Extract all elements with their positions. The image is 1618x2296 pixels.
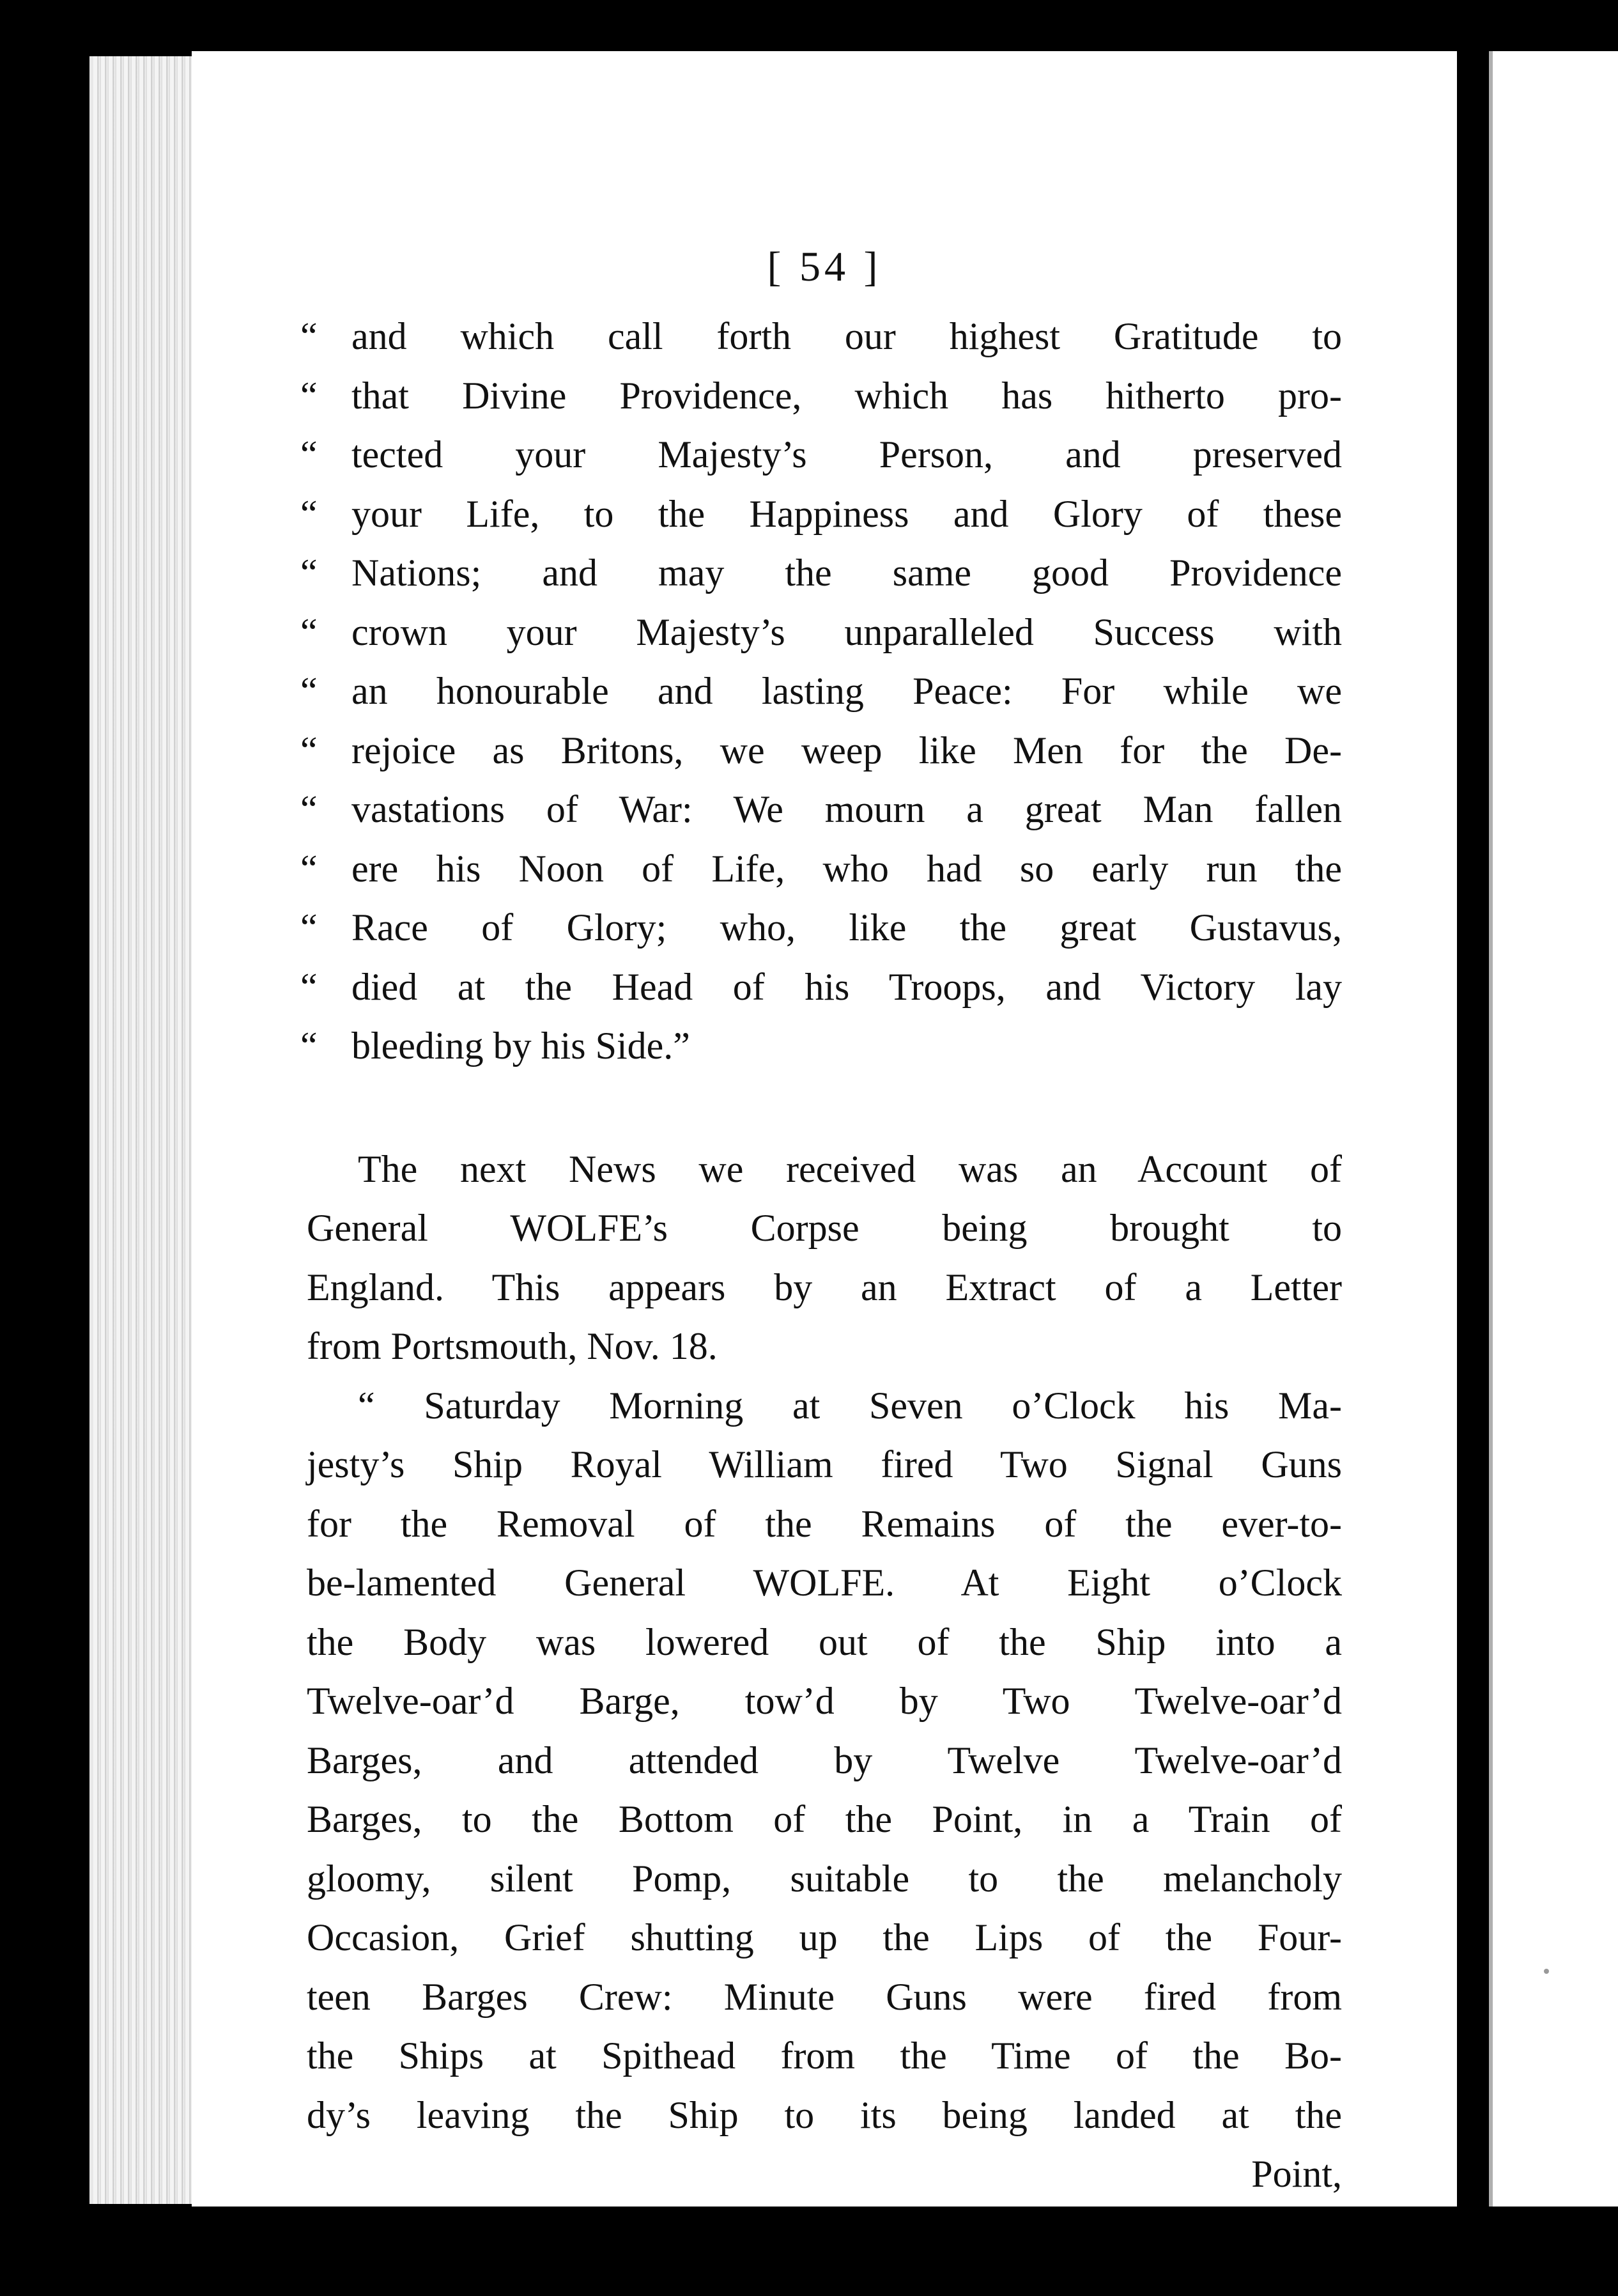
letter-line: Barges, to the Bottom of the Point, in a Train of (307, 1798, 1342, 1840)
quoted-line: “ died at the Head of his Troops, and Victory lay (307, 958, 1342, 1017)
quote-mark: “ (300, 492, 318, 535)
quote-mark: “ (300, 729, 318, 772)
quoted-line: “ rejoice as Britons, we weep like Men for the De- (307, 721, 1342, 780)
quote-mark: “ (300, 315, 318, 357)
paragraph-line: General WOLFE’s Corpse being brought to (307, 1207, 1342, 1249)
letter-line: the Ships at Spithead from the Time of the Bo- (307, 2035, 1342, 2077)
quoted-line: “ that Divine Providence, which has hitherto pro- (307, 366, 1342, 426)
quoted-line: “ tected your Majesty’s Person, and preserved (307, 425, 1342, 485)
letter-line: jesty’s Ship Royal William fired Two Signal Guns (307, 1443, 1342, 1485)
letter-line: “ Saturday Morning at Seven o’Clock his Ma- (358, 1384, 1342, 1427)
quote-mark: “ (300, 610, 318, 653)
ink-speck (1544, 1969, 1549, 1974)
paragraph-line: The next News we received was an Account of (358, 1147, 1342, 1190)
letter-line: dy’s leaving the Ship to its being landed at the (307, 2093, 1342, 2136)
letter-line: be-lamented General WOLFE. At Eight o’Clock (307, 1562, 1342, 1604)
quoted-line: “ Nations; and may the same good Providence (307, 543, 1342, 603)
quote-mark: “ (300, 670, 318, 712)
quote-mark: “ (300, 433, 318, 476)
quoted-line: “ crown your Majesty’s unparalleled Success with (307, 603, 1342, 662)
book-page (192, 51, 1457, 2207)
quote-mark: “ (300, 552, 318, 594)
letter-line: the Body was lowered out of the Ship into a (307, 1620, 1342, 1663)
facing-page-edge (1489, 51, 1618, 2207)
quote-mark: “ (300, 788, 318, 830)
quoted-line: “ Race of Glory; who, like the great Gustavus, (307, 898, 1342, 958)
quoted-line: “ and which call forth our highest Gratitude to (307, 307, 1342, 366)
letter-line: Barges, and attended by Twelve Twelve-oar’d (307, 1739, 1342, 1781)
paragraph-line: from Portsmouth, Nov. 18. (307, 1325, 718, 1367)
quoted-line: “ bleeding by his Side.” (307, 1016, 1342, 1076)
quote-mark: “ (300, 847, 318, 890)
letter-line: teen Barges Crew: Minute Guns were fired from (307, 1975, 1342, 2018)
quoted-line: “ ere his Noon of Life, who had so early run the (307, 839, 1342, 899)
page-number-header: [ 54 ] (767, 244, 882, 290)
letter-line: for the Removal of the Remains of the ever-to- (307, 1502, 1342, 1545)
quoted-line: “ vastations of War: We mourn a great Man fallen (307, 780, 1342, 839)
letter-line: Twelve-oar’d Barge, tow’d by Two Twelve-oar’d (307, 1680, 1342, 1722)
quote-mark: “ (300, 965, 318, 1008)
letter-line: gloomy, silent Pomp, suitable to the melancholy (307, 1857, 1342, 1900)
paragraph-gap (307, 1076, 1342, 1140)
paragraph-line: England. This appears by an Extract of a Letter (307, 1266, 1342, 1308)
book-page-edges (89, 56, 202, 2204)
quote-mark: “ (300, 374, 318, 417)
quoted-line: “ an honourable and lasting Peace: For while we (307, 662, 1342, 721)
quoted-line: “ your Life, to the Happiness and Glory of these (307, 485, 1342, 544)
text-block (300, 307, 1342, 2204)
catchword: Point, (1251, 2153, 1342, 2195)
letter-line: Occasion, Grief shutting up the Lips of the Four- (307, 1916, 1342, 1959)
quote-mark: “ (300, 1025, 318, 1067)
quote-mark: “ (300, 906, 318, 949)
